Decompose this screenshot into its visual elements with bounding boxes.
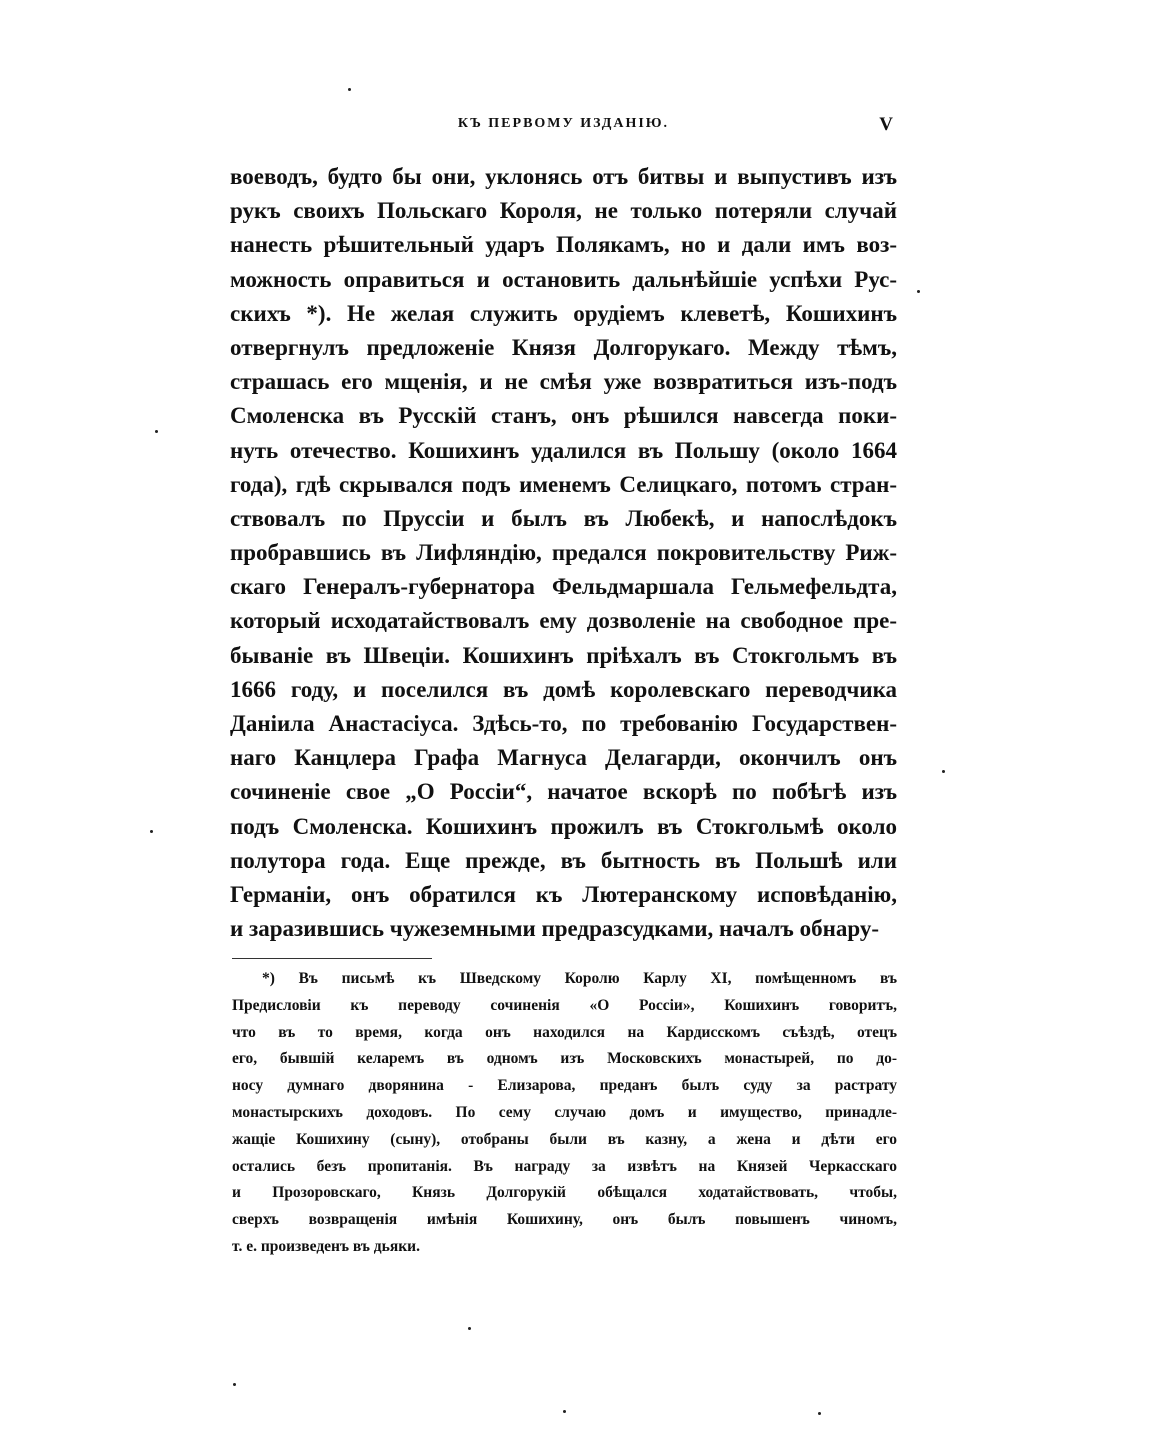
text-line: ствовалъ по Пруссіи и былъ въ Любекѣ, и напослѣдокъ [230, 505, 897, 531]
text-line: рукъ своихъ Польскаго Короля, не только потеряли случай [230, 198, 897, 224]
text-line: пробравшись въ Лифляндію, предался покровительству Риж- [230, 540, 897, 566]
text-line: страшась его мщенія, и не смѣя уже возвратиться изъ-подъ [230, 369, 897, 395]
text-line: воеводъ, будто бы они, уклонясь отъ битвы и выпустивъ изъ [230, 164, 897, 189]
text-line: Смоленска въ Русскій станъ, онъ рѣшился навсегда поки- [230, 403, 897, 429]
text-line: можность оправиться и остановить дальнѣйшіе успѣхи Рус- [230, 266, 897, 292]
footnote-line: т. е. произведенъ въ дьяки. [232, 1237, 420, 1255]
scan-speck [563, 1410, 566, 1413]
text-line: который исходатайствовалъ ему дозволеніе на свободное пре- [230, 608, 897, 634]
footnote-line: *) Въ письмѣ къ Шведскому Королю Карлу XI, помѣщенномъ въ [262, 970, 897, 987]
footnote-line: жащіе Кошихину (сыну), отобраны были въ казну, а жена и дѣти его [232, 1130, 897, 1148]
footnote-rule [232, 958, 432, 959]
footnote-line: остались безъ пропитанія. Въ награду за извѣтъ на Князей Черкасскаго [232, 1157, 897, 1175]
text-line: скихъ *). Не желая служить орудіемъ клеветѣ, Кошихинъ [230, 300, 897, 326]
page-number: V [879, 114, 893, 135]
footnote-line: и Прозоровскаго, Князь Долгорукій обѣщался ходатайствовать, чтобы, [232, 1184, 897, 1202]
running-head [230, 116, 897, 140]
scan-speck [942, 770, 945, 773]
footnote-line: его, бывшій келаремъ въ одномъ изъ Московскихъ монастырей, по до- [232, 1050, 897, 1068]
body-text [230, 160, 897, 946]
scan-speck [150, 830, 153, 833]
footnote [232, 966, 897, 1261]
scan-speck [155, 430, 158, 433]
text-line: полутора года. Еще прежде, въ бытность въ Польшѣ или [230, 847, 897, 873]
scan-speck [818, 1412, 821, 1415]
text-line: отвергнулъ предложеніе Князя Долгорукаго. Между тѣмъ, [230, 334, 897, 360]
text-line: сочиненіе свое „О Россіи“, начатое вскорѣ по побѣгѣ изъ [230, 779, 897, 805]
text-line: года), гдѣ скрывался подъ именемъ Селицкаго, потомъ стран- [230, 471, 897, 497]
footnote-line: монастырскихъ доходовъ. По сему случаю домъ и имущество, принадле- [232, 1103, 897, 1121]
text-line: нанесть рѣшительный ударъ Полякамъ, но и дали имъ воз- [230, 232, 897, 258]
text-line: Германіи, онъ обратился къ Лютеранскому исповѣданію, [230, 881, 897, 907]
running-head-title: КЪ ПЕРВОМУ ИЗДАНІЮ. [457, 116, 670, 131]
scan-speck [917, 290, 920, 293]
text-line: нуть отечество. Кошихинъ удалился въ Польшу (около 1664 [230, 437, 897, 463]
footnote-line: сверхъ возвращенія имѣнія Кошихину, онъ былъ повышенъ чиномъ, [232, 1211, 897, 1229]
text-line: скаго Генералъ-губернатора Фельдмаршала Гельмефельдта, [230, 574, 897, 600]
text-line: 1666 году, и поселился въ домѣ королевскаго переводчика [230, 676, 897, 702]
footnote-line: Предисловіи къ переводу сочиненія «О Россіи», Кошихинъ говоритъ, [232, 996, 897, 1014]
footnote-line: носу думнаго дворянина - Елизарова, преданъ былъ суду за растрату [232, 1077, 897, 1095]
text-line: наго Канцлера Графа Магнуса Делагарди, окончилъ онъ [230, 745, 897, 771]
scan-speck [468, 1327, 471, 1330]
scan-speck [233, 1383, 236, 1386]
text-line: Даніила Анастасіуса. Здѣсь-то, по требованію Государствен- [230, 711, 897, 736]
text-line: и заразившись чужеземными предразсудками, началъ обнару- [230, 916, 879, 942]
text-line: бываніе въ Швеціи. Кошихинъ пріѣхалъ въ Стокгольмъ въ [230, 642, 897, 668]
text-line: подъ Смоленска. Кошихинъ прожилъ въ Стокгольмѣ около [230, 813, 897, 839]
scan-speck [348, 88, 351, 91]
footnote-line: что въ то время, когда онъ находился на Кардисскомъ съѣздѣ, отецъ [232, 1023, 897, 1041]
